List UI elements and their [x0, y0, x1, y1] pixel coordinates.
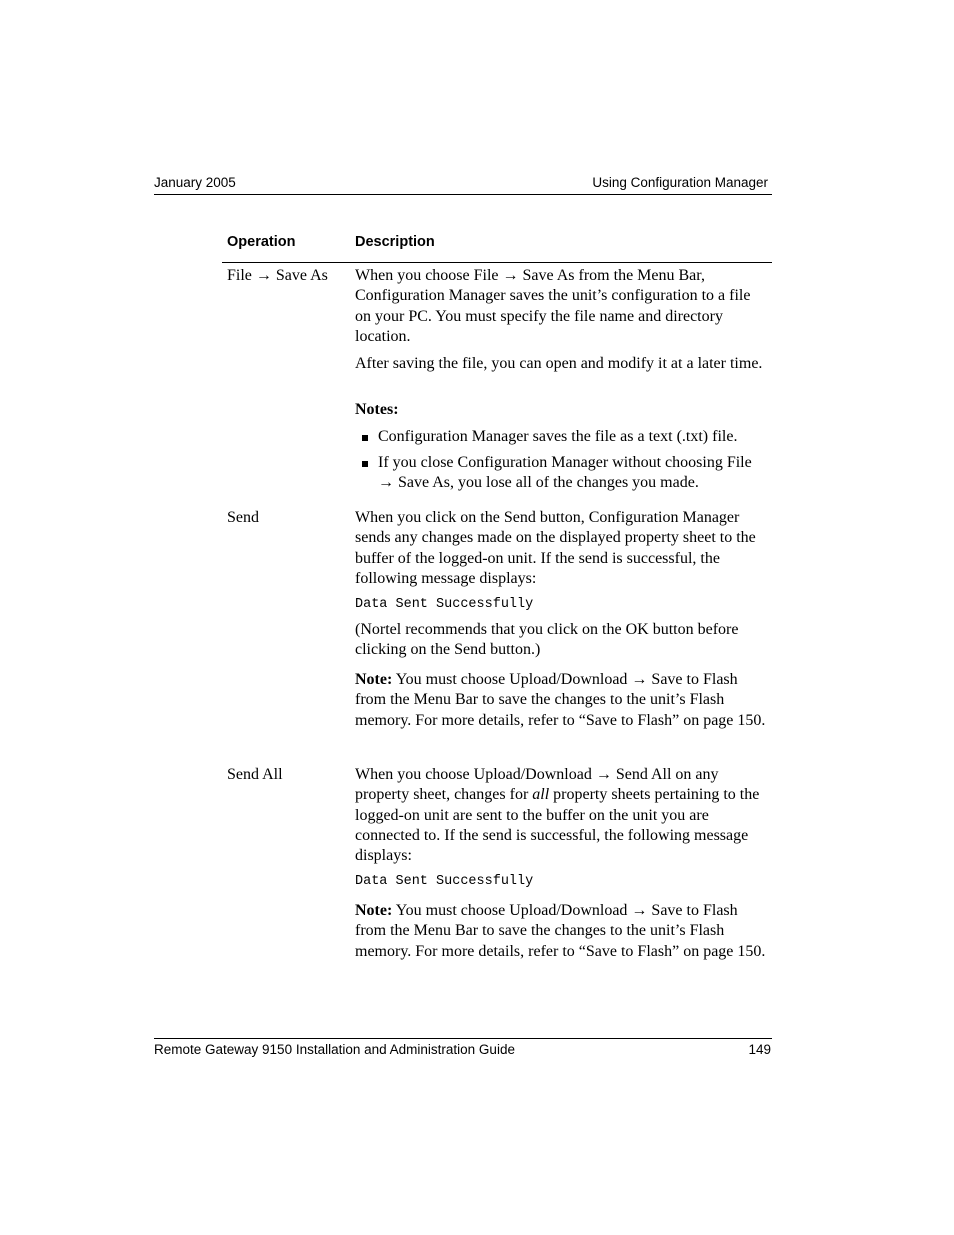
note-send-all: [355, 901, 770, 962]
paragraph-text: property sheets pertaining to the logged-on unit are sent to the buffer on the unit you are connected to. If the send is successful, the following message displays:: [355, 786, 760, 865]
bullet-square-icon: [362, 435, 368, 441]
paragraph-text: When you choose Upload/Download → Send All on any property sheet, changes for: [355, 766, 719, 804]
footer-guide-title: Remote Gateway 9150 Installation and Administration Guide: [154, 1042, 515, 1057]
header-section-title: Using Configuration Manager: [592, 175, 768, 190]
list-item: [355, 427, 770, 447]
note-label: Note:: [355, 671, 393, 688]
note-label: Note:: [355, 902, 393, 919]
table-header-divider: [222, 262, 772, 263]
column-header-description: Description: [355, 234, 435, 250]
note-send: [355, 670, 770, 731]
operation-file-save-as: File → Save As: [227, 267, 328, 284]
note-text: You must choose Upload/Download → Save to Flash from the Menu Bar to save the changes to the unit’s Flash memory. For more details, refer to “Save to Flash” on page 150.: [355, 902, 766, 960]
description-file-save-as-paragraph-2: After saving the file, you can open and modify it at a later time.: [355, 355, 763, 372]
list-item-text: If you close Configuration Manager without choosing File → Save As, you lose all of the changes you made.: [378, 454, 752, 492]
bullet-square-icon: [362, 461, 368, 467]
header-date: January 2005: [154, 175, 236, 190]
list-item: [355, 453, 770, 494]
footer-divider: [154, 1038, 772, 1039]
description-send-paragraph-2: (Nortel recommends that you click on the OK button before clicking on the Send button.): [355, 621, 739, 659]
message-code-send-all: Data Sent Successfully: [355, 874, 534, 889]
description-send-paragraph-1: When you click on the Send button, Configuration Manager sends any changes made on the displayed property sheet to the buffer of the logged-on unit. If the send is successful, the following message displays:: [355, 509, 756, 587]
message-code-send: Data Sent Successfully: [355, 597, 534, 612]
notes-heading: Notes:: [355, 401, 399, 418]
page-number: 149: [748, 1042, 771, 1057]
column-header-operation: Operation: [227, 234, 296, 250]
operation-send: Send: [227, 509, 259, 526]
description-file-save-as-paragraph-1: When you choose File → Save As from the Menu Bar, Configuration Manager saves the unit’s configuration to a file on your PC. You must specify the file name and directory location.: [355, 267, 751, 345]
list-item-text: Configuration Manager saves the file as a text (.txt) file.: [378, 428, 738, 445]
emphasis-text: all: [532, 786, 550, 804]
header-divider: [154, 194, 772, 195]
description-send-all-paragraph-1: [355, 765, 770, 866]
note-text: You must choose Upload/Download → Save to Flash from the Menu Bar to save the changes to the unit’s Flash memory. For more details, refer to “Save to Flash” on page 150.: [355, 671, 766, 729]
operation-send-all: Send All: [227, 766, 283, 783]
